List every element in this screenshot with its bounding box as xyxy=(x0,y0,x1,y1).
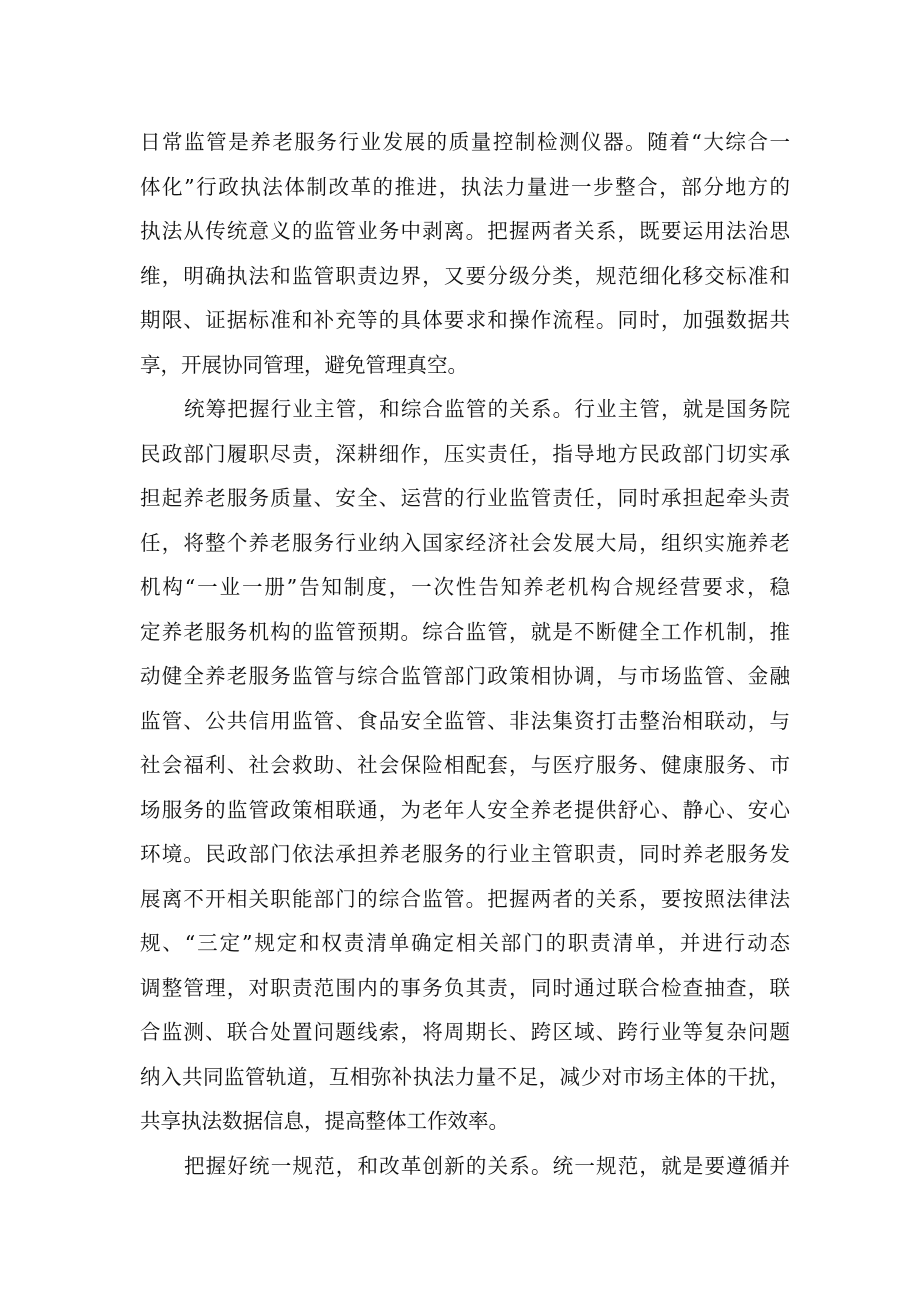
text-line: 动健全养老服务监管与综合监管部门政策相协调，与市场监管、金融 xyxy=(140,664,790,688)
text-line: 享，开展协同管理，避免管理真空。 xyxy=(140,352,468,377)
text-line: 期限、证据标准和补充等的具体要求和操作流程。同时，加强数据共 xyxy=(140,308,790,332)
text-line: 调整管理，对职责范围内的事务负其责，同时通过联合检查抽查，联 xyxy=(140,975,790,1000)
paragraph-3 xyxy=(140,1144,790,1189)
text-line: 展离不开相关职能部门的综合监管。把握两者的关系，要按照法律法 xyxy=(140,886,790,911)
text-line: 执法从传统意义的监管业务中剥离。把握两者关系，既要运用法治思 xyxy=(140,219,790,243)
text-line: 场服务的监管政策相联通，为老年人安全养老提供舒心、静心、安心 xyxy=(140,797,790,822)
text-line: 任，将整个养老服务行业纳入国家经济社会发展大局，组织实施养老 xyxy=(140,530,790,555)
text-line: 合监测、联合处置问题线索，将周期长、跨区域、跨行业等复杂问题 xyxy=(140,1020,790,1044)
document-body xyxy=(140,120,790,1188)
text-line: 担起养老服务质量、安全、运营的行业监管责任，同时承担起牵头责 xyxy=(140,486,790,510)
text-line: 社会福利、社会救助、社会保险相配套，与医疗服务、健康服务、市 xyxy=(140,753,790,777)
text-line: 体化”行政执法体制改革的推进，执法力量进一步整合，部分地方的 xyxy=(140,174,790,199)
text-line: 民政部门履职尽责，深耕细作，压实责任，指导地方民政部门切实承 xyxy=(140,441,790,466)
text-line: 机构“一业一册”告知制度，一次性告知养老机构合规经营要求，稳 xyxy=(140,575,790,599)
text-line: 共享执法数据信息，提高整体工作效率。 xyxy=(140,1109,509,1133)
paragraph-1 xyxy=(140,120,790,387)
text-line: 规、“三定”规定和权责清单确定相关部门的职责清单，并进行动态 xyxy=(140,931,790,955)
paragraph-2 xyxy=(140,387,790,1144)
text-line: 统筹把握行业主管，和综合监管的关系。行业主管，就是国务院 xyxy=(184,397,790,421)
text-line: 把握好统一规范，和改革创新的关系。统一规范，就是要遵循并 xyxy=(184,1153,790,1178)
text-line: 维，明确执法和监管职责边界，又要分级分类，规范细化移交标准和 xyxy=(140,263,790,288)
text-line: 环境。民政部门依法承担养老服务的行业主管职责，同时养老服务发 xyxy=(140,842,790,866)
text-line: 定养老服务机构的监管预期。综合监管，就是不断健全工作机制，推 xyxy=(140,619,790,644)
text-line: 日常监管是养老服务行业发展的质量控制检测仪器。随着“大综合一 xyxy=(140,130,790,154)
text-line: 纳入共同监管轨道，互相弥补执法力量不足，减少对市场主体的干扰， xyxy=(140,1064,790,1089)
text-line: 监管、公共信用监管、食品安全监管、非法集资打击整治相联动，与 xyxy=(140,708,790,733)
